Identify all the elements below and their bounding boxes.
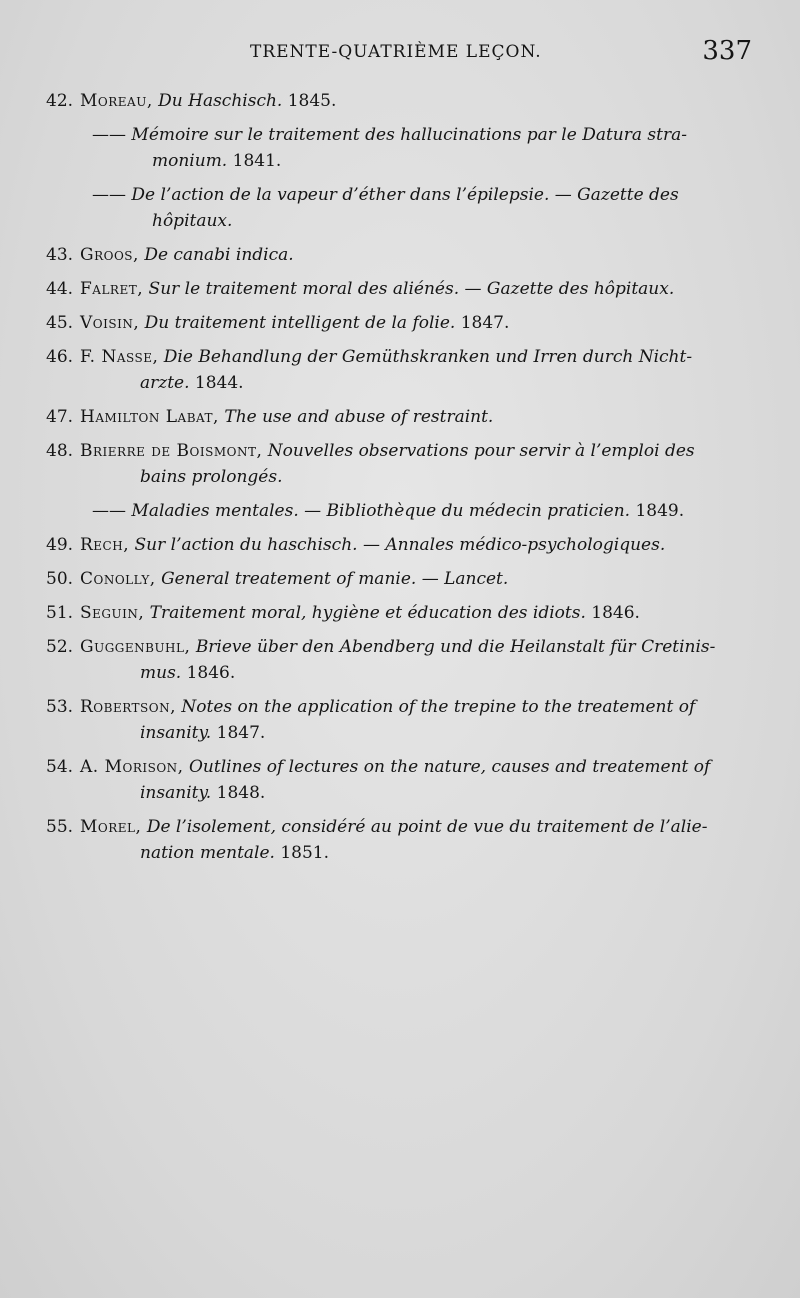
entry-author: Falret,: [80, 279, 144, 299]
entry-author: Moreau,: [80, 91, 153, 111]
entry-number: 45.: [46, 313, 74, 333]
list-item: [46, 310, 762, 336]
list-item: [46, 276, 762, 302]
entry-author: Rech,: [80, 535, 130, 555]
entry-number: 48.: [46, 441, 74, 461]
entry-number: 55.: [46, 817, 74, 837]
entry-year: 1847.: [460, 313, 510, 333]
list-item: [46, 88, 762, 114]
entry-author: Groos,: [80, 245, 139, 265]
entry-author: Conolly,: [80, 569, 156, 589]
entry-title: Du traitement intelligent de la folie.: [144, 313, 456, 333]
entry-dash: ——: [92, 501, 126, 521]
entry-title: Du Haschisch.: [158, 91, 283, 111]
list-item: [46, 122, 762, 174]
entry-author: A. Morison,: [80, 757, 184, 777]
entry-number: 47.: [46, 407, 74, 427]
page-number: 337: [702, 36, 752, 66]
entry-title-continued: insanity.: [140, 723, 212, 743]
entry-year: 1846.: [186, 663, 236, 683]
entry-year: 1848.: [216, 783, 266, 803]
entry-number: 50.: [46, 569, 74, 589]
entry-year: 1845.: [287, 91, 337, 111]
entry-title: De l’action de la vapeur d’éther dans l’épilepsie. — Gazette des: [131, 185, 679, 205]
list-item: [46, 532, 762, 558]
list-item: [46, 498, 762, 524]
entry-title: Sur le traitement moral des aliénés. — Gazette des hôpitaux.: [148, 279, 675, 299]
entry-title-continued: monium.: [152, 151, 228, 171]
entry-year: 1849.: [635, 501, 685, 521]
entry-title: The use and abuse of restraint.: [224, 407, 494, 427]
entry-number: 43.: [46, 245, 74, 265]
entry-author: Seguin,: [80, 603, 145, 623]
entry-number: 51.: [46, 603, 74, 623]
entry-title-continued: arzte.: [140, 373, 190, 393]
entry-dash: ——: [92, 185, 126, 205]
entry-author: Guggenbuhl,: [80, 637, 191, 657]
entry-number: 46.: [46, 347, 74, 367]
list-item: [46, 600, 762, 626]
entry-number: 42.: [46, 91, 74, 111]
entry-author: Hamilton Labat,: [80, 407, 219, 427]
list-item: [46, 694, 762, 746]
list-item: [46, 634, 762, 686]
entry-author: Morel,: [80, 817, 142, 837]
entry-title: De l’isolement, considéré au point de vue du traitement de l’alie-: [146, 817, 708, 837]
entry-title: Brieve über den Abendberg und die Heilanstalt für Cretinis-: [195, 637, 716, 657]
entry-year: 1851.: [280, 843, 330, 863]
entry-title-continued: hôpitaux.: [152, 211, 233, 231]
entry-author: F. Nasse,: [80, 347, 159, 367]
page-header: [0, 38, 800, 72]
list-item: [46, 814, 762, 866]
entry-year: 1847.: [216, 723, 266, 743]
entry-title: Traitement moral, hygiène et éducation des idiots.: [149, 603, 586, 623]
list-item: [46, 754, 762, 806]
list-item: [46, 182, 762, 234]
list-item: [46, 242, 762, 268]
list-item: [46, 438, 762, 490]
entry-title-continued: bains prolongés.: [140, 467, 283, 487]
entry-author: Robertson,: [80, 697, 177, 717]
entry-title: Nouvelles observations pour servir à l’emploi des: [267, 441, 695, 461]
entry-title: Mémoire sur le traitement des hallucinations par le Datura stra-: [131, 125, 687, 145]
entry-title: Notes on the application of the trepine to the treatement of: [181, 697, 696, 717]
entry-title-continued: mus.: [140, 663, 182, 683]
entry-title: Die Behandlung der Gemüthskranken und Irren durch Nicht-: [163, 347, 693, 367]
entry-author: Voisin,: [80, 313, 140, 333]
entry-author: Brierre de Boismont,: [80, 441, 263, 461]
entry-year: 1841.: [232, 151, 282, 171]
entry-title: General treatement of manie. — Lancet.: [161, 569, 509, 589]
entry-number: 52.: [46, 637, 74, 657]
entry-title: Outlines of lectures on the nature, causes and treatement of: [188, 757, 711, 777]
list-item: [46, 344, 762, 396]
entry-number: 54.: [46, 757, 74, 777]
entry-title: Sur l’action du haschisch. — Annales médico-psychologiques.: [134, 535, 666, 555]
entry-title-continued: insanity.: [140, 783, 212, 803]
entry-number: 53.: [46, 697, 74, 717]
entry-number: 49.: [46, 535, 74, 555]
entry-title: Maladies mentales. — Bibliothèque du médecin praticien.: [131, 501, 631, 521]
entry-title: De canabi indica.: [144, 245, 294, 265]
list-item: [46, 566, 762, 592]
running-title: TRENTE-QUATRIÈME LEÇON.: [250, 42, 542, 62]
bibliography-list: [46, 88, 762, 874]
entry-number: 44.: [46, 279, 74, 299]
entry-title-continued: nation mentale.: [140, 843, 275, 863]
list-item: [46, 404, 762, 430]
entry-year: 1846.: [591, 603, 640, 623]
entry-dash: ——: [92, 125, 126, 145]
entry-year: 1844.: [194, 373, 244, 393]
